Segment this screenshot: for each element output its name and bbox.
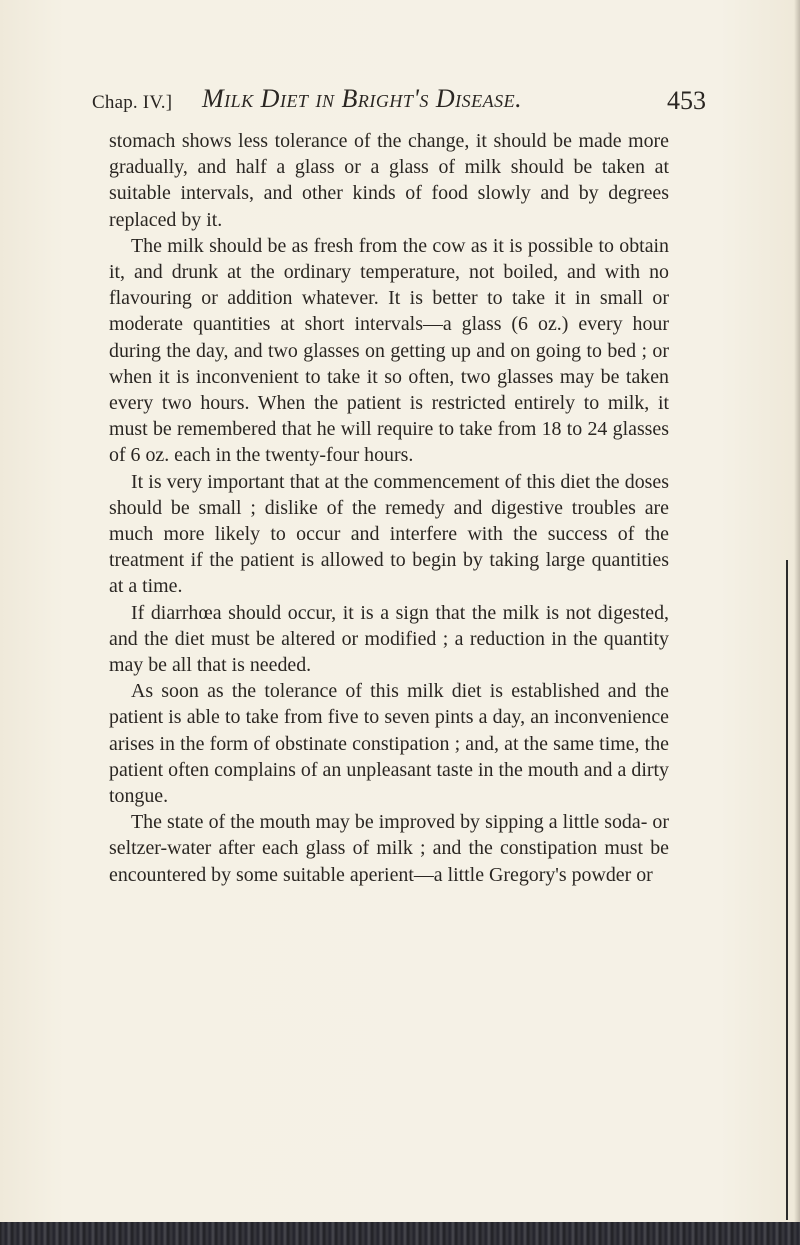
paragraph: stomach shows less tolerance of the change, it should be made more gradually, and half a glass or a glass of milk should be taken at suitable intervals, and other kinds of food slowly and by degrees replaced by it. — [109, 130, 669, 231]
page-number: 453 — [667, 86, 706, 115]
paragraph: As soon as the tolerance of this milk diet is established and the patient is able to take from five to seven pints a day, an inconvenience arises in the form of obstinate constipation ; and, at the same time, the patient often complains of an unpleasant taste in the mouth and a dirty tongue. — [109, 680, 669, 808]
paragraph: It is very important that at the commencement of this diet the doses should be small ; dislike of the remedy and digestive troubles are much more likely to occur and interfere with the success of the treatment if the patient is allowed to begin by taking large quantities at a time. — [109, 470, 669, 598]
page-edge-line — [786, 560, 788, 1220]
page-edge-shadow — [794, 0, 800, 1245]
running-title: Milk Diet in Bright's Disease. — [202, 84, 523, 113]
paragraph: The milk should be as fresh from the cow as it is possible to obtain it, and drunk at the ordinary temperature, not boiled, and with no flavouring or addition whatever. It is better to take it in small or moderate quantities at short intervals—a glass (6 oz.) every hour during the day, and two glasses on getting up and on going to bed ; or when it is inconvenient to take it so often, two glasses may be taken every two hours. When the patient is restricted entirely to milk, it must be remembered that he will require to take from 18 to 24 glasses of 6 oz. each in the twenty-four hours. — [109, 234, 669, 467]
paragraph: If diarrhœa should occur, it is a sign that the milk is not digested, and the diet must be altered or modified ; a reduction in the quantity may be all that is needed. — [109, 601, 669, 677]
paragraph: The state of the mouth may be improved by sipping a little soda- or seltzer-water after each glass of milk ; and the constipation must be encountered by some suitable aperient—a little Gregory's powder or — [109, 811, 669, 886]
running-header — [92, 82, 706, 122]
chapter-label: Chap. IV.] — [92, 92, 173, 113]
body-text — [109, 128, 669, 888]
scan-bottom-border — [0, 1222, 800, 1245]
